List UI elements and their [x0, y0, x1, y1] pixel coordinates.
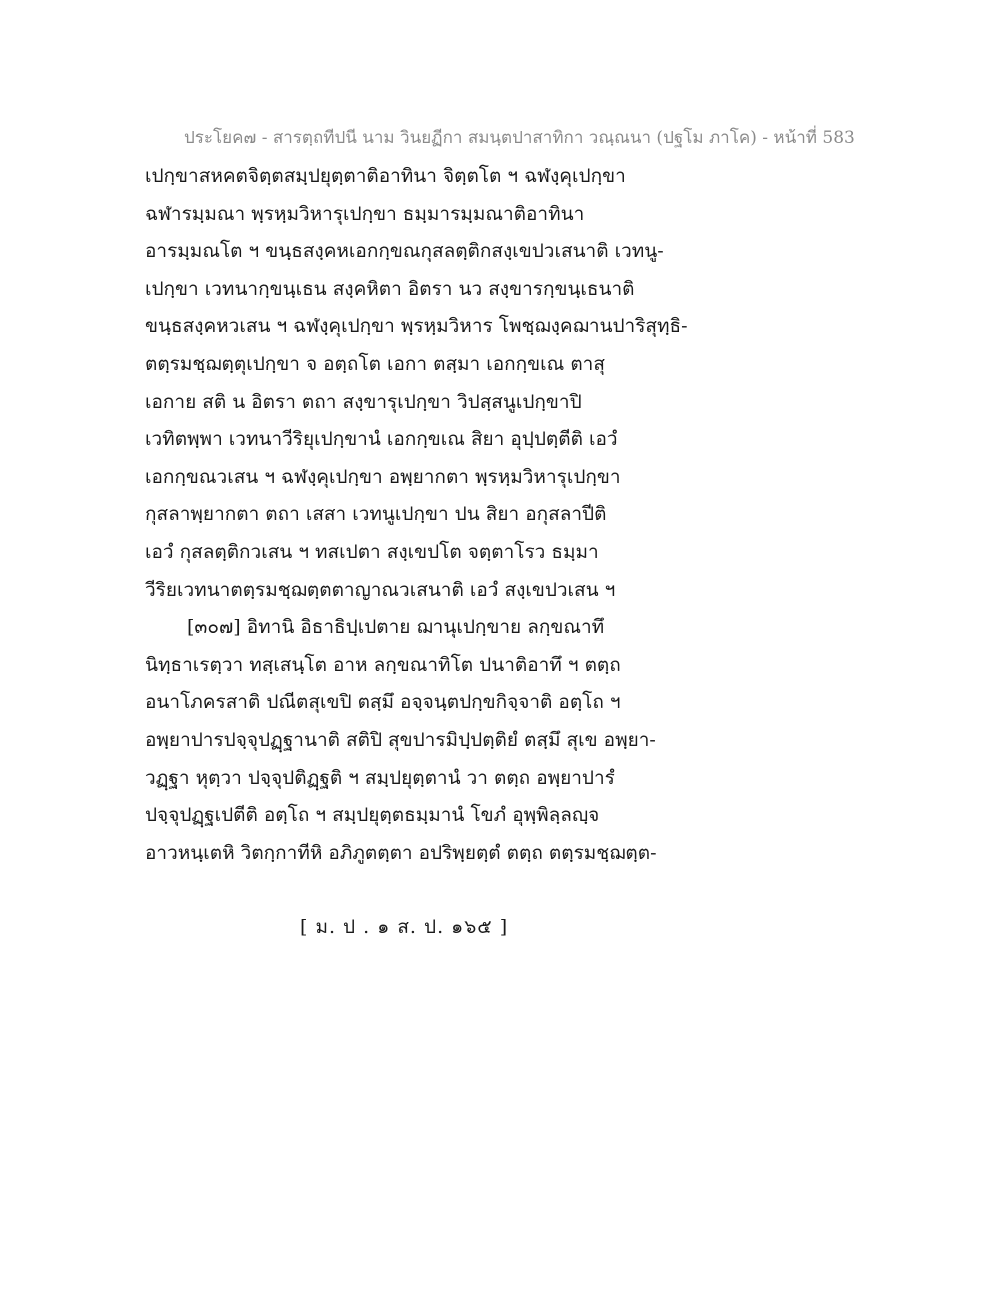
text-line: กุสลาพฺยากตา ตถา เสสา เวทนูเปกฺขา ปน สิยา อกุสลาปีติ — [145, 503, 607, 526]
text-line: อพฺยาปารปจฺจุปฏฺฐานาติ สติปิ สุขปารมิปฺปตฺติยํ ตสฺมึ สุเข อพฺยา- — [145, 728, 656, 751]
text-line: เอวํ กุสลตฺติกวเสน ฯ ทสเปตา สงฺเขปโต จตฺตาโรว ธมฺมา — [145, 540, 599, 563]
source-reference: [ ม. ป . ๑ ส. ป. ๑๖๕ ] — [300, 916, 509, 938]
paragraph-start-line: [๓๐๗] อิทานิ อิธาธิปฺเปตาย ฌานุเปกฺขาย ลกฺขณาทึ — [187, 616, 605, 639]
text-line: อนาโภครสาติ ปณีตสุเขปิ ตสฺมึ อจฺจนฺตปกฺขกิจฺจาติ อตฺโถ ฯ — [145, 691, 621, 714]
text-line: นิทฺธาเรตฺวา ทสฺเสนฺโต อาห ลกฺขณาทิโต ปนาติอาทึ ฯ ตตฺถ — [145, 653, 621, 676]
text-line: อาวหนฺเตหิ วิตกฺกาทีหิ อภิภูตตฺตา อปริพฺยตฺตํ ตตฺถ ตตฺรมชฺฌตฺต- — [145, 841, 657, 864]
running-header: ประโยค๗ - สารตฺถทีปนี นาม วินยฏีกา สมนฺตปาสาทิกา วณฺณนา (ปฐโม ภาโค) - หน้าที่ 583 — [184, 128, 855, 148]
text-line: เวทิตพฺพา เวทนาวีริยุเปกฺขานํ เอกกฺขเณ สิยา อุปฺปตฺตีติ เอวํ — [145, 428, 618, 451]
text-line: เปกฺขา เวทนากฺขนฺเธน สงฺคหิตา อิตรา นว สงฺขารกฺขนฺเธนาติ — [145, 277, 635, 300]
text-line: เอกาย สติ น อิตรา ตถา สงฺขารุเปกฺขา วิปสฺสนูเปกฺขาปิ — [145, 390, 582, 413]
text-line: ขนฺธสงฺคหวเสน ฯ ฉฬงฺคุเปกฺขา พฺรหฺมวิหาร โพชฺฌงฺคฌานปาริสุทฺธิ- — [145, 315, 688, 338]
text-line: วฏฺฐา หุตฺวา ปจฺจุปติฏฺฐติ ฯ สมฺปยุตฺตานํ วา ตตฺถ อพฺยาปารํ — [145, 766, 615, 789]
text-line: อารมฺมณโต ฯ ขนฺธสงฺคหเอกกฺขณกุสลตฺติกสงฺเขปวเสนาติ เวทนู- — [145, 240, 664, 263]
text-line: ฉฬารมฺมณา พฺรหฺมวิหารุเปกฺขา ธมฺมารมฺมณาติอาทินา — [145, 202, 585, 225]
body-text — [145, 158, 705, 872]
text-line: วีริยเวทนาตตฺรมชฺฌตฺตตาญาณวเสนาติ เอวํ สงฺเขปวเสน ฯ — [145, 578, 616, 601]
text-line: เปกฺขาสหคตจิตฺตสมฺปยุตฺตาติอาทินา จิตฺตโต ฯ ฉฬงฺคุเปกฺขา — [145, 165, 626, 187]
text-line: เอกกฺขณวเสน ฯ ฉฬงฺคุเปกฺขา อพฺยากตา พฺรหฺมวิหารุเปกฺขา — [145, 465, 621, 488]
text-line: ตตฺรมชฺฌตฺตุเปกฺขา จ อตฺถโต เอกา ตสฺมา เอกกฺขเณ ตาสุ — [145, 352, 605, 375]
text-line: ปจฺจุปฏฺฐเปตีติ อตฺโถ ฯ สมฺปยุตฺตธมฺมานํ โขภํ อุพฺพิลฺลญฺจ — [145, 804, 600, 827]
